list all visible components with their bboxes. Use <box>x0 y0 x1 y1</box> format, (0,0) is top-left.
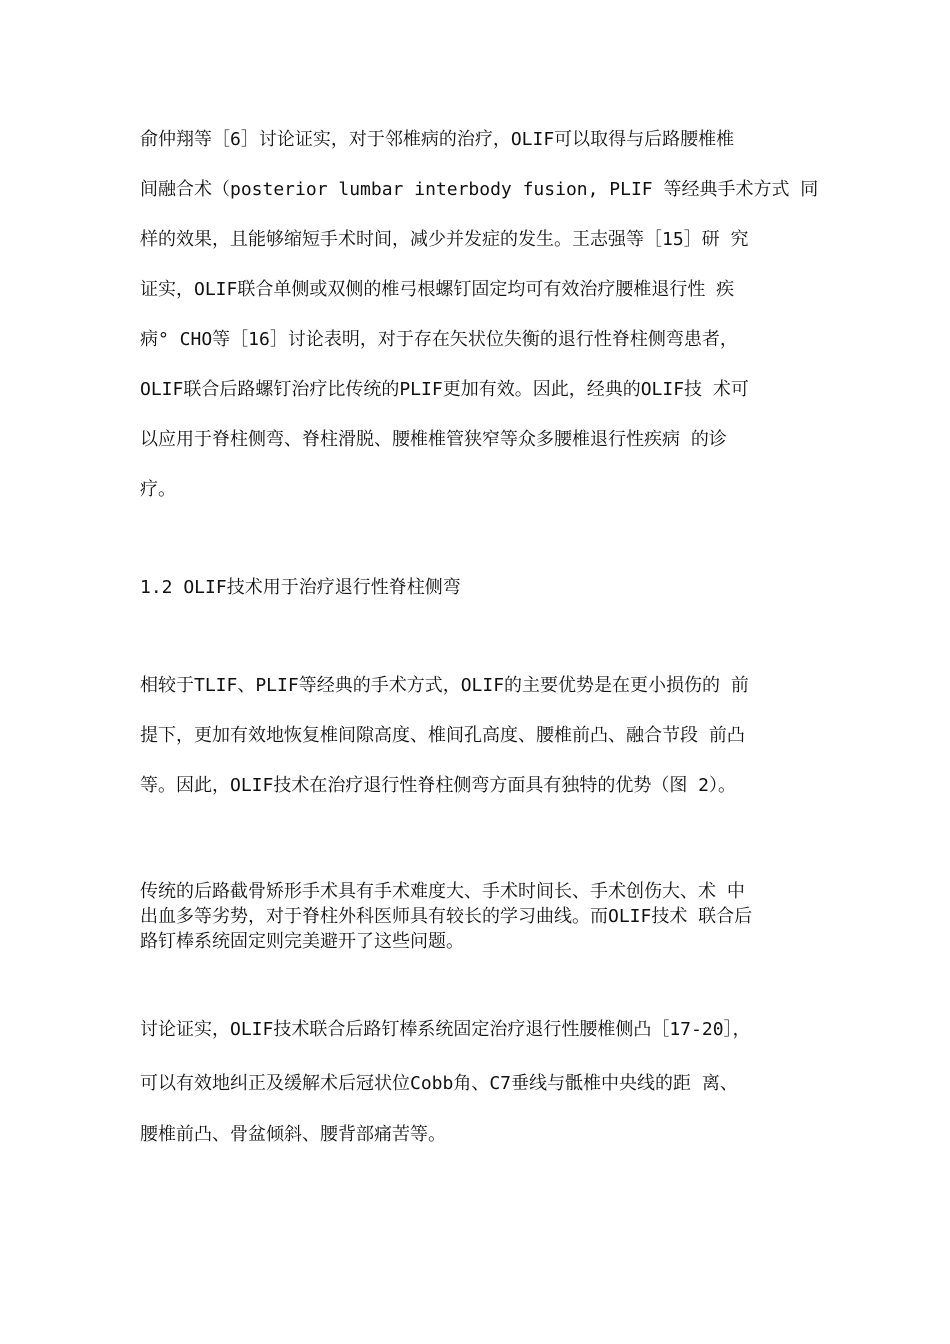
paragraph-line: 相较于TLIF、PLIF等经典的手术方式，OLIF的主要优势是在更小损伤的 前 <box>140 675 749 696</box>
paragraph-line: 可以有效地纠正及缓解术后冠状位Cobb角、C7垂线与骶椎中央线的距 离、 <box>140 1073 738 1094</box>
paragraph-line: 提下，更加有效地恢复椎间隙高度、椎间孔高度、腰椎前凸、融合节段 前凸 <box>140 725 745 746</box>
paragraph-line: 路钉棒系统固定则完美避开了这些问题。 <box>140 931 464 952</box>
paragraph-line: 传统的后路截骨矫形手术具有手术难度大、手术时间长、手术创伤大、术 中 <box>140 881 745 902</box>
paragraph-line: 讨论证实，OLIF技术联合后路钉棒系统固定治疗退行性腰椎侧凸［17-20］， <box>140 1019 751 1040</box>
paragraph-line: 腰椎前凸、骨盆倾斜、腰背部痛苦等。 <box>140 1124 446 1145</box>
paragraph-line: 样的效果，且能够缩短手术时间，减少并发症的发生。王志强等［15］研 究 <box>140 229 749 250</box>
paragraph-line: 出血多等劣势，对于脊柱外科医师具有较长的学习曲线。而OLIF技术 联合后 <box>140 906 753 927</box>
paragraph-line: 疗。 <box>140 479 176 500</box>
paragraph-line: OLIF联合后路螺钉治疗比传统的PLIF更加有效。因此，经典的OLIF技 术可 <box>140 379 749 400</box>
section-heading: 1.2 OLIF技术用于治疗退行性脊柱侧弯 <box>140 577 461 598</box>
paragraph-line: 以应用于脊柱侧弯、脊柱滑脱、腰椎椎管狭窄等众多腰椎退行性疾病 的诊 <box>140 429 727 450</box>
paragraph-line: 俞仲翔等［6］讨论证实，对于邻椎病的治疗，OLIF可以取得与后路腰椎椎 <box>140 129 735 150</box>
paragraph-line: 病° CHO等［16］讨论表明，对于存在矢状位失衡的退行性脊柱侧弯患者， <box>140 329 738 350</box>
paragraph-line: 间融合术（posterior lumbar interbody fusion, PLIF 等经典手术方式 同 <box>140 179 819 200</box>
paragraph-line: 等。因此，OLIF技术在治疗退行性脊柱侧弯方面具有独特的优势（图 2）。 <box>140 775 737 796</box>
paragraph-line: 证实，OLIF联合单侧或双侧的椎弓根螺钉固定均可有效治疗腰椎退行性 疾 <box>140 279 735 300</box>
